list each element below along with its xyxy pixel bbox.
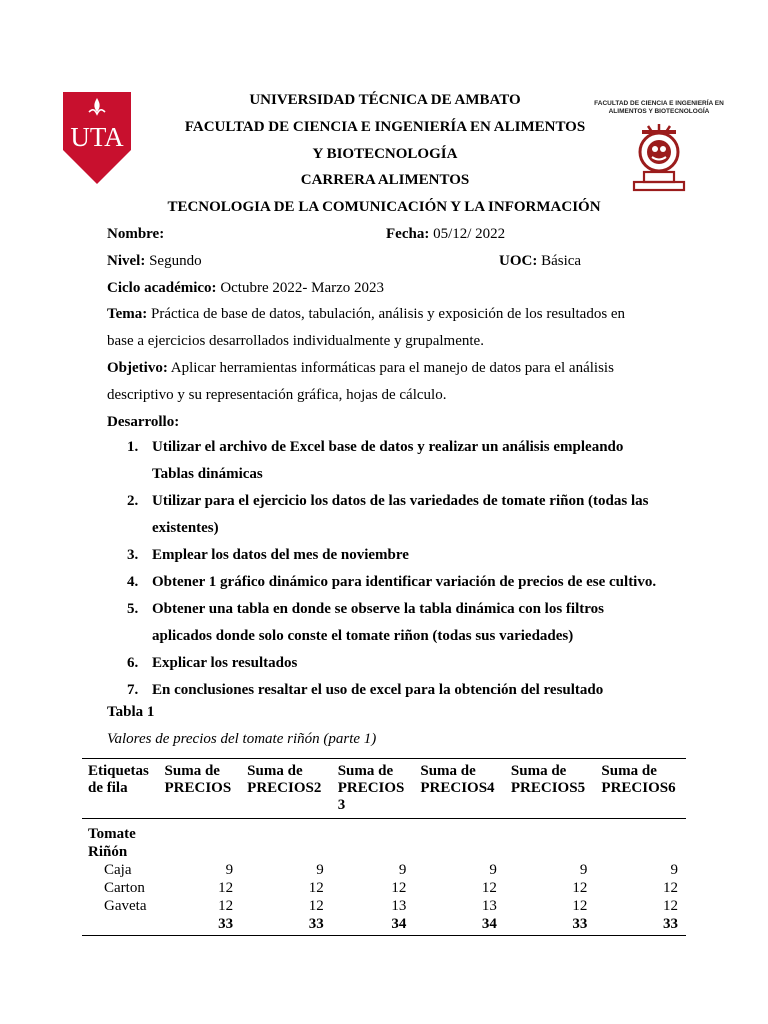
university-title: UNIVERSIDAD TÉCNICA DE AMBATO — [249, 92, 521, 108]
task-text-line1: Emplear los datos del mes de noviembre — [152, 547, 409, 563]
ciclo-field — [107, 275, 384, 302]
column-header: Suma de PRECIOS2 — [241, 759, 332, 819]
column-header: Suma de PRECIOS — [159, 759, 242, 819]
task-item — [107, 650, 667, 677]
objetivo-paragraph — [107, 355, 647, 409]
task-number: 2. — [127, 493, 139, 509]
task-item — [107, 569, 667, 596]
task-item — [107, 434, 667, 488]
faculty-emblem-icon — [630, 122, 688, 194]
row-labels-header: Etiquetas de fila — [82, 759, 159, 819]
table-row — [82, 879, 686, 897]
tema-label: Tema: — [107, 306, 148, 322]
table-cell: 13 — [481, 898, 497, 914]
column-header: Suma de PRECIOS6 — [595, 759, 686, 819]
uta-logo-text: UTA — [70, 122, 124, 152]
table-cell: 12 — [481, 880, 497, 896]
task-text-line1: Obtener 1 gráfico dinámico para identificar variación de precios de ese cultivo. — [152, 574, 657, 590]
tema-paragraph — [107, 301, 647, 355]
total-cell: 33 — [505, 915, 596, 936]
table-cell: 9 — [225, 862, 234, 878]
row-label: Gaveta — [104, 898, 147, 914]
total-cell: 34 — [414, 915, 505, 936]
uoc-value: Básica — [541, 253, 582, 269]
table-cell: 9 — [489, 862, 497, 878]
uta-logo — [63, 92, 131, 184]
desarrollo-heading: Desarrollo: — [107, 414, 180, 430]
table-cell: 12 — [308, 880, 324, 896]
task-list — [107, 434, 667, 704]
task-text-line1: Utilizar el archivo de Excel base de datos y realizar un análisis empleando — [152, 439, 624, 455]
total-cell: 33 — [241, 915, 332, 936]
table-cell: 9 — [579, 862, 588, 878]
group-row — [82, 819, 686, 862]
faculty-logo-text: FACULTAD DE CIENCIA E INGENIERÍA EN ALIMENTOS Y BIOTECNOLOGÍA — [594, 100, 724, 115]
subject-title: TECNOLOGIA DE LA COMUNICACIÓN Y LA INFORMACIÓN — [167, 199, 601, 215]
group-label: Tomate Riñón — [82, 819, 159, 862]
task-text-line2: existentes) — [152, 520, 219, 536]
table-cell: 13 — [391, 898, 407, 914]
table-header-row — [82, 759, 686, 819]
table-cell: 12 — [572, 898, 588, 914]
ciclo-label: Ciclo académico: — [107, 280, 217, 296]
task-item — [107, 488, 667, 542]
table-cell: 9 — [398, 862, 407, 878]
task-number: 4. — [127, 574, 139, 590]
uoc-label: UOC: — [499, 253, 538, 269]
faculty-title-line2: Y BIOTECNOLOGÍA — [312, 146, 458, 162]
tema-text-line2: base a ejercicios desarrollados individualmente y grupalmente. — [107, 333, 484, 349]
table-cell: 12 — [663, 880, 678, 896]
row-label: Caja — [104, 862, 132, 878]
column-header: Suma de PRECIOS5 — [505, 759, 596, 819]
task-number: 6. — [127, 655, 139, 671]
row-label: Carton — [104, 880, 145, 896]
fecha-value: 05/12/ 2022 — [433, 226, 506, 242]
nombre-label: Nombre: — [107, 226, 165, 242]
task-item — [107, 677, 667, 704]
career-title: CARRERA ALIMENTOS — [300, 172, 470, 188]
faculty-title-line1: FACULTAD DE CIENCIA E INGENIERÍA EN ALIMENTOS — [184, 119, 586, 135]
nombre-field — [107, 221, 164, 248]
table-cell: 12 — [218, 880, 234, 896]
task-number: 3. — [127, 547, 139, 563]
task-number: 7. — [127, 682, 139, 698]
task-item — [107, 542, 667, 569]
table-row — [82, 897, 686, 915]
objetivo-label: Objetivo: — [107, 360, 168, 376]
ciclo-value: Octubre 2022- Marzo 2023 — [220, 280, 385, 296]
table-cell: 9 — [316, 862, 324, 878]
table-title: Tabla 1 — [107, 704, 155, 720]
table-cell: 12 — [663, 898, 678, 914]
table-cell: 12 — [308, 898, 324, 914]
task-number: 1. — [127, 439, 139, 455]
column-header: Suma de PRECIOS4 — [414, 759, 505, 819]
tema-text-line1: Práctica de base de datos, tabulación, análisis y exposición de los resultados en — [151, 306, 626, 322]
table-cell: 12 — [218, 898, 234, 914]
task-number: 5. — [127, 601, 139, 617]
task-item — [107, 596, 667, 650]
task-text-line1: Obtener una tabla en donde se observe la tabla dinámica con los filtros — [152, 601, 604, 617]
objetivo-text-line1: Aplicar herramientas informáticas para el manejo de datos para el análisis — [170, 360, 614, 376]
nivel-field — [107, 248, 202, 275]
table-cell: 12 — [391, 880, 407, 896]
table-cell: 12 — [572, 880, 588, 896]
nivel-value: Segundo — [149, 253, 202, 269]
table-caption: Valores de precios del tomate riñón (parte 1) — [107, 731, 377, 747]
table-row — [82, 861, 686, 879]
total-cell: 33 — [595, 915, 686, 936]
fecha-label: Fecha: — [386, 226, 430, 242]
task-text-line1: Utilizar para el ejercicio los datos de las variedades de tomate riñon (todas las — [152, 493, 649, 509]
objetivo-text-line2: descriptivo y su representación gráfica, hojas de cálculo. — [107, 387, 447, 403]
total-cell: 33 — [159, 915, 242, 936]
uoc-field — [499, 248, 581, 275]
pivot-table — [82, 758, 686, 936]
fecha-field — [386, 221, 505, 248]
nivel-label: Nivel: — [107, 253, 146, 269]
total-row — [82, 915, 686, 936]
total-cell: 34 — [332, 915, 415, 936]
task-text-line2: Tablas dinámicas — [152, 466, 263, 482]
task-text-line1: En conclusiones resaltar el uso de excel para la obtención del resultado — [152, 682, 604, 698]
task-text-line1: Explicar los resultados — [152, 655, 298, 671]
task-text-line2: aplicados donde solo conste el tomate riñon (todas sus variedades) — [152, 628, 574, 644]
table-cell: 9 — [670, 862, 678, 878]
column-header: Suma de PRECIOS 3 — [332, 759, 415, 819]
